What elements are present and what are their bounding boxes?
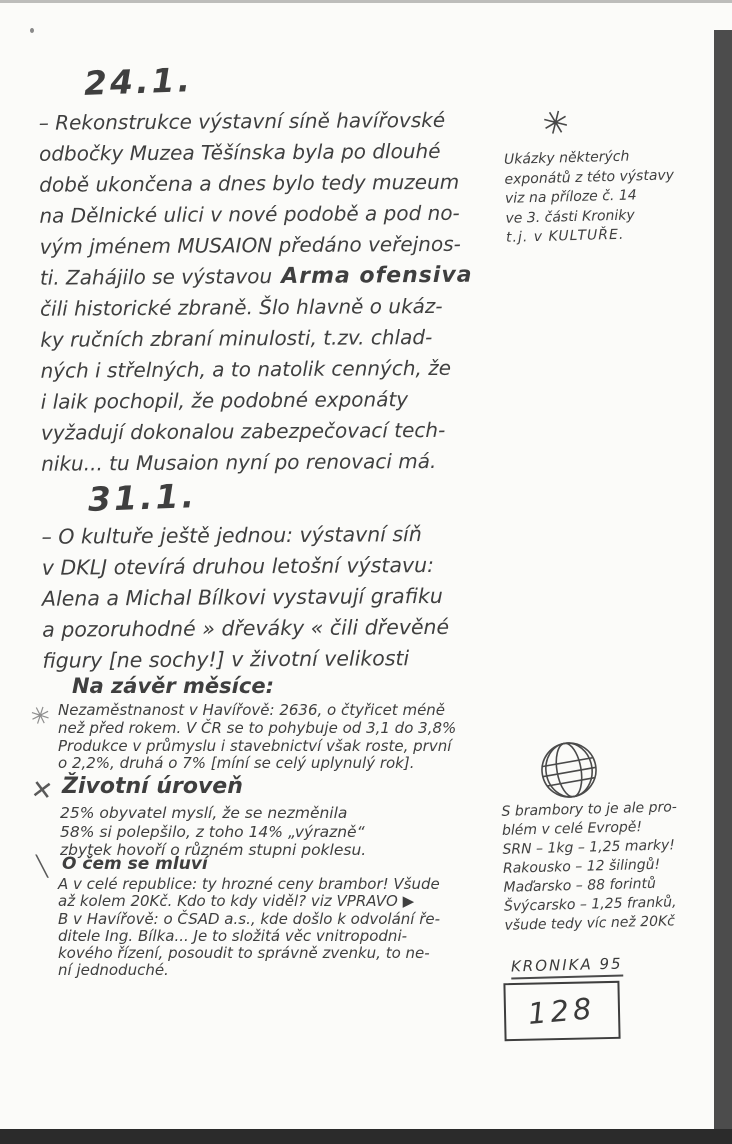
text-line-with-title: [40, 259, 530, 293]
living-standard-note: [60, 804, 530, 860]
text-line: ných i střelných, a to natolik cenných, že: [40, 355, 452, 383]
exhibits-margin-note: [504, 145, 721, 249]
text-line: než před rokem. V ČR se to pohybuje od 3,1 do 3,8%: [58, 718, 457, 737]
text-line: kového řízení, posoudit to správně zvenku, to ne-: [58, 944, 430, 963]
scan-bottom-edge: [0, 1129, 732, 1144]
entry-31-1-paragraph: [41, 518, 532, 676]
ink-speck: [30, 28, 34, 33]
closing-heading: Na závěr měsíce:: [72, 674, 274, 698]
page-number-box: [503, 981, 620, 1041]
text-line: viz na příloze č. 14: [504, 187, 637, 207]
potato-margin-note: [501, 797, 719, 936]
text-line: t.j. v KULTUŘE.: [505, 227, 625, 247]
text-line: vým jménem MUSAION předáno veřejnos-: [39, 231, 461, 259]
text-line: a pozoruhodné » dřeváky « čili dřevěné: [42, 614, 450, 642]
text-line: čili historické zbraně. Šlo hlavně o ukáz-: [40, 293, 443, 321]
text-line: Nezaměstnanost v Havířově: 2636, o čtyřicet méně: [58, 701, 446, 719]
text-line: ky ručních zbraní minulosti, t.zv. chlad-: [40, 324, 433, 352]
living-standard-heading: Životní úroveň: [62, 774, 243, 799]
text-line: ve 3. části Kroniky: [505, 207, 635, 227]
kronika-label: KRONIKA 95: [511, 955, 623, 980]
unemployment-note: [58, 702, 528, 773]
text-line: Rakousko – 12 šilingů!: [502, 856, 661, 877]
text-line: době ukončena a dnes bylo tedy muzeum: [39, 169, 460, 197]
text-fragment: ti. Zahájilo se výstavou: [39, 264, 273, 290]
text-line: SRN – 1kg – 1,25 marky!: [502, 837, 676, 858]
text-line: S brambory to je ale pro-: [501, 799, 678, 820]
scan-top-edge: [0, 0, 732, 3]
text-line: až kolem 20Kč. Kdo to kdy viděl? viz VPRAVO ▶: [58, 892, 415, 911]
text-line: o 2,2%, druhá o 7% [míní se celý uplynulý rok].: [58, 754, 415, 773]
text-line: – Rekonstrukce výstavní síně havířovské: [38, 107, 446, 135]
text-line: v DKLJ otevírá druhou letošní výstavu:: [41, 552, 435, 580]
globe-icon: [531, 733, 607, 807]
text-line: ditele Ing. Bílka... Je to složitá věc vnitropodni-: [58, 926, 408, 945]
text-line: exponátů z této výstavy: [504, 166, 675, 188]
text-line: Alena a Michal Bílkovi vystavují grafiku: [41, 583, 443, 611]
entry-24-1-paragraph: [39, 104, 532, 479]
x-mark-icon: ✕: [29, 774, 55, 808]
text-line: Švýcarsko – 1,25 franků,: [503, 894, 677, 915]
asterisk-icon: ✳: [26, 699, 54, 733]
text-line: figury [ne sochy!] v životní velikosti: [42, 646, 410, 673]
text-line: blém v celé Evropě!: [501, 819, 643, 839]
slash-mark-icon: ╲: [36, 854, 49, 878]
text-line: B v Havířově: o ČSAD a.s., kde došlo k odvolání ře-: [58, 909, 441, 928]
text-line: A v celé republice: ty hrozné ceny brambor! Všude: [58, 875, 440, 893]
text-line: – O kultuře ještě jednou: výstavní síň: [41, 522, 422, 549]
text-line: 25% obyvatel myslí, že se nezměnila: [60, 804, 348, 822]
entry-date-24-1: 24.1.: [83, 60, 194, 103]
text-line: ní jednoduché.: [58, 961, 169, 980]
text-line: niku... tu Musaion nyní po renovaci má.: [41, 448, 437, 476]
text-line: 58% si polepšilo, z toho 14% „výrazně“: [60, 822, 365, 841]
text-line: Produkce v průmyslu i stavebnictví však roste, první: [58, 736, 452, 755]
talk-note: [58, 876, 528, 980]
exhibition-title: Arma ofensiva: [281, 262, 473, 290]
text-line: Ukázky některých: [503, 148, 630, 168]
text-line: Maďarsko – 88 forintů: [503, 875, 657, 896]
text-line: všude tedy víc než 20Kč: [504, 913, 676, 934]
text-line: i laik pochopil, že podobné exponáty: [40, 387, 409, 414]
text-line: vyžadují dokonalou zabezpečovací tech-: [40, 417, 446, 445]
page-number: 128: [526, 991, 598, 1031]
talk-heading: O čem se mluví: [62, 854, 208, 874]
asterisk-icon: ✳: [537, 101, 574, 145]
entry-date-31-1: 31.1.: [87, 476, 198, 519]
text-line: odbočky Muzea Těšínska byla po dlouhé: [38, 138, 441, 166]
text-line: zbytek hovoří o různém stupni poklesu.: [60, 841, 367, 860]
text-line: na Dělnické ulici v nové podobě a pod no-: [39, 200, 460, 228]
